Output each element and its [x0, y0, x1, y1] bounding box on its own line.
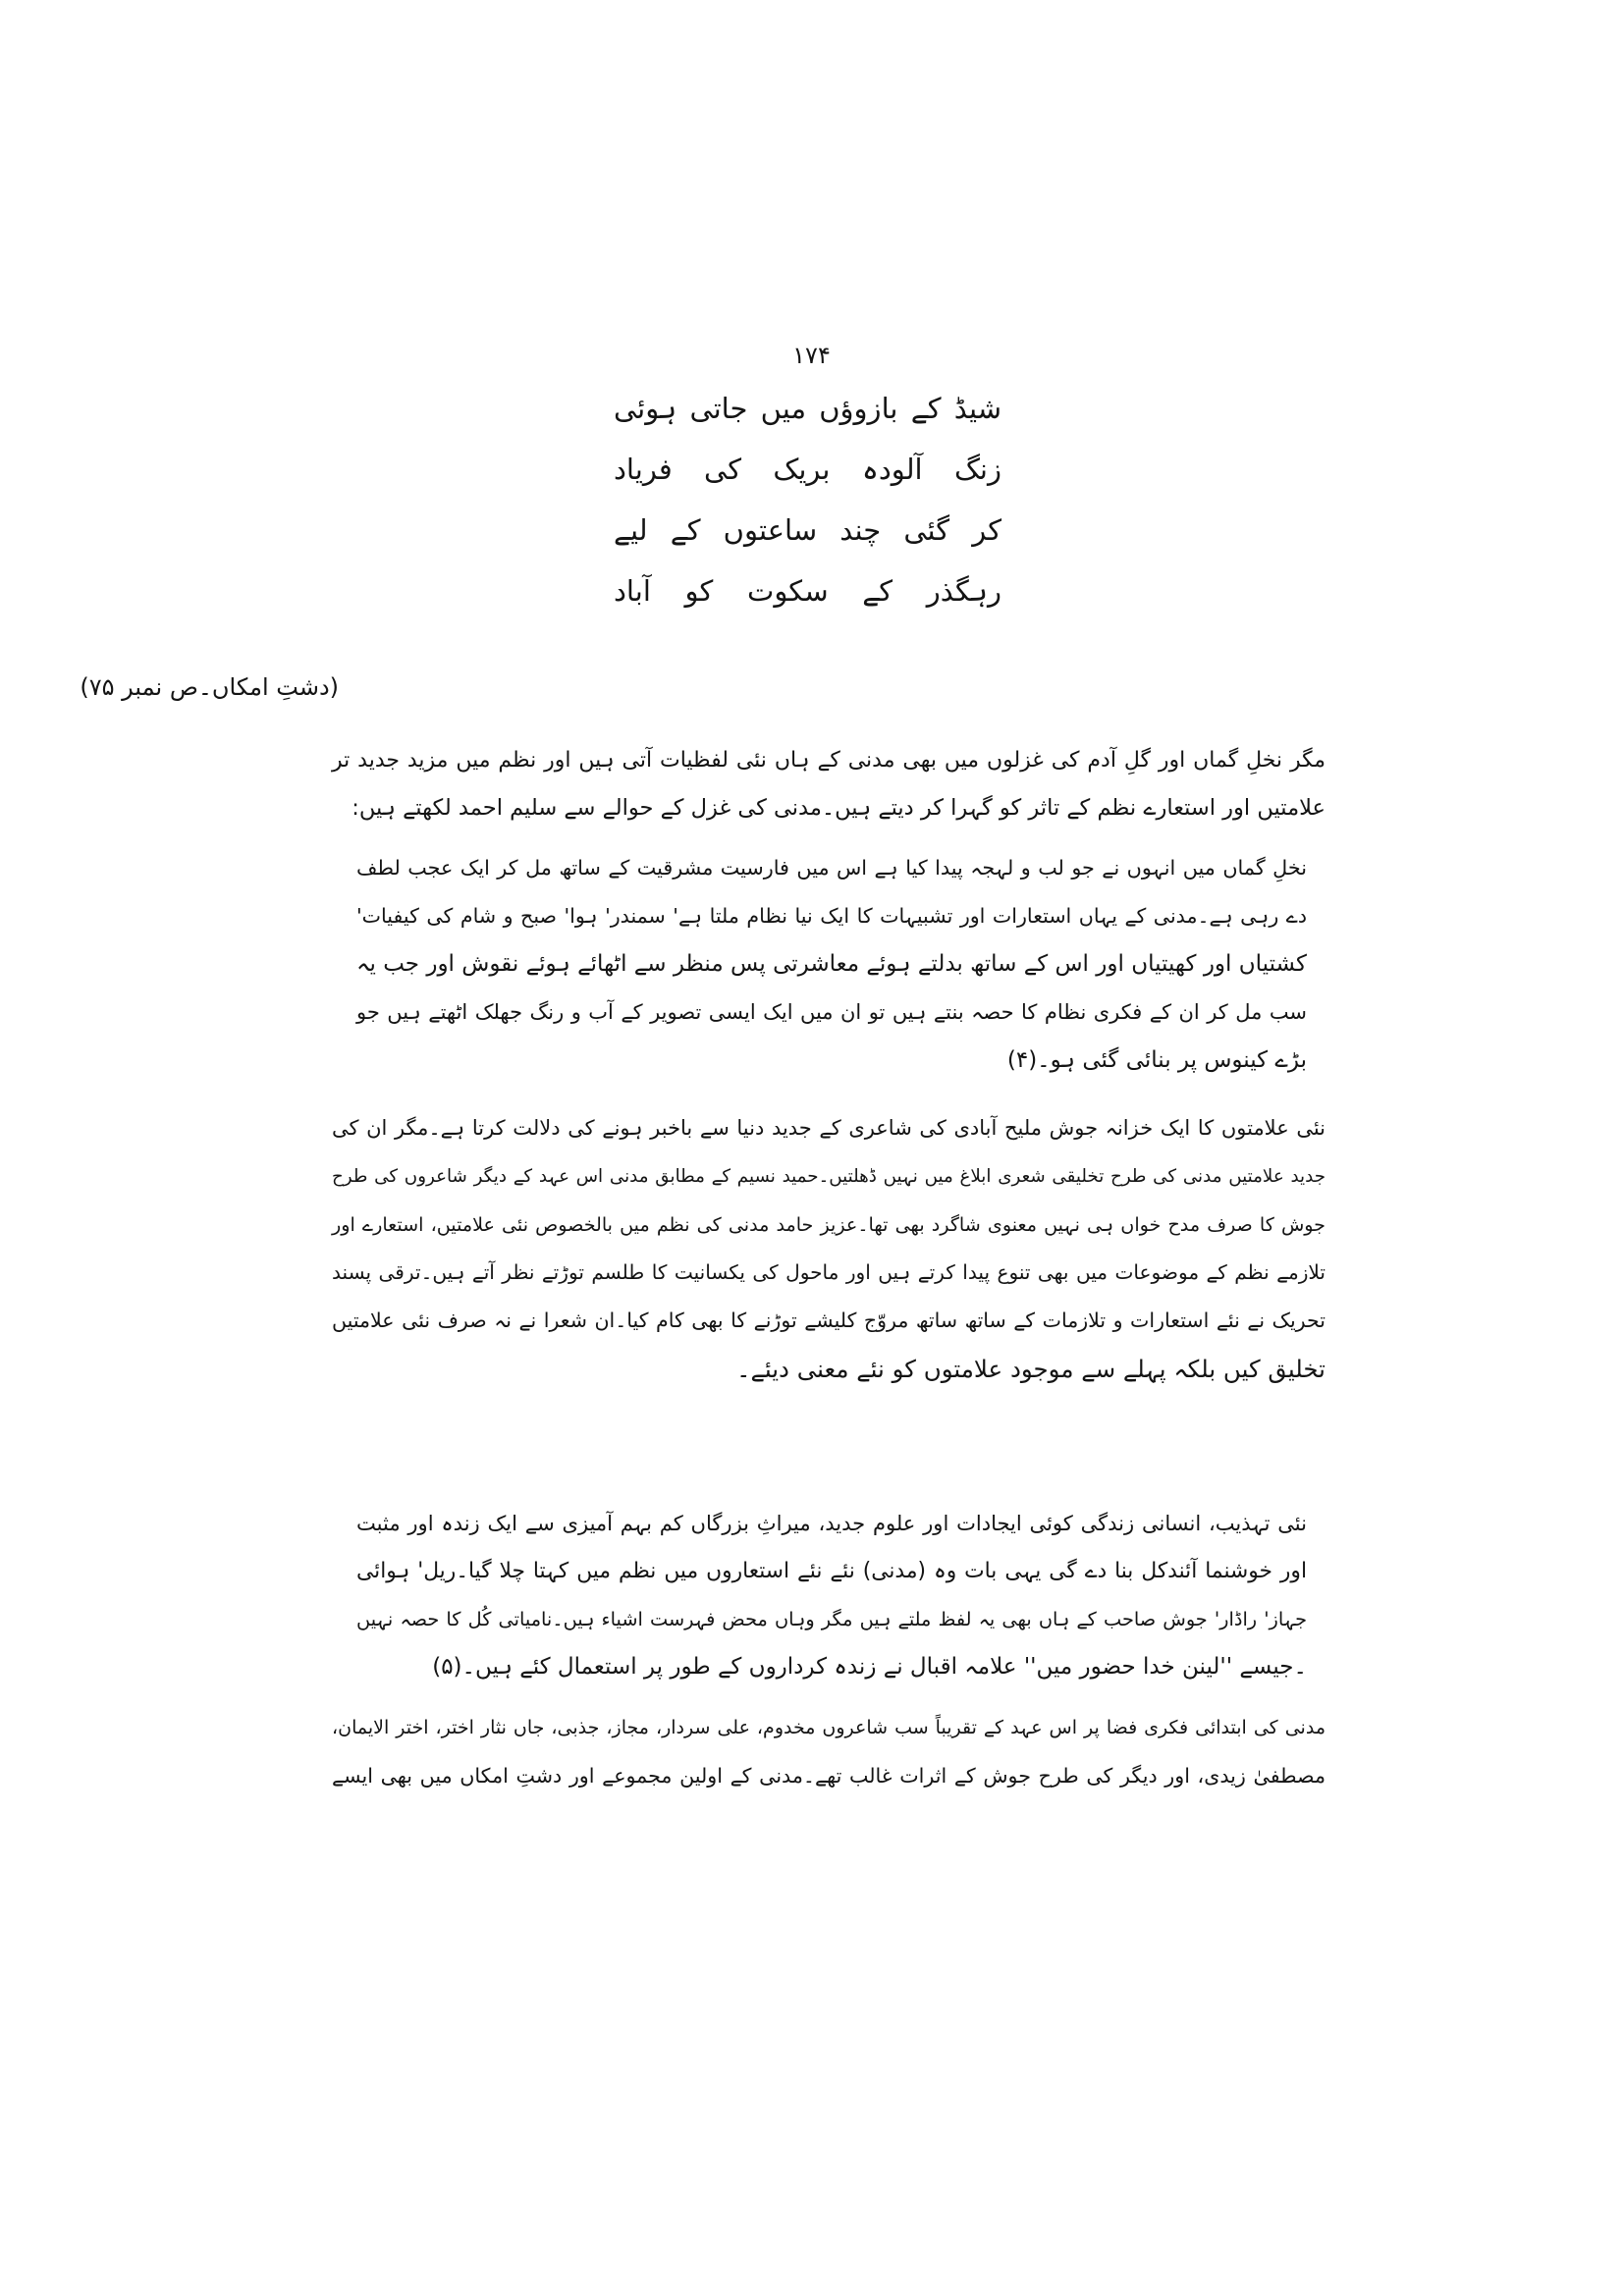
paragraph-line: جدید علامتیں مدنی کی طرح تخلیقی شعری ابلاغ میں نہیں ڈھلتیں۔حمید نسیم کے مطابق مدنی اس عہد کے دیگر شاعروں کی طرح	[332, 1166, 1325, 1187]
paragraph-line: تلازمے نظم کے موضوعات میں بھی تنوع پیدا کرتے ہیں اور ماحول کی یکسانیت کا طلسم توڑتے نظر آتے ہیں۔ترقی پسند	[332, 1260, 1325, 1284]
page-number: ۱۷۴	[792, 342, 831, 369]
quote-line: دے رہی ہے۔مدنی کے یہاں استعارات اور تشبیہات کا ایک نیا نظام ملتا ہے' سمندر' ہوا' صبح و شام کی کیفیات'	[356, 904, 1307, 928]
poem-line: رہگذر کے سکوت کو آباد	[614, 574, 1001, 608]
body-paragraph	[332, 1104, 1325, 1393]
paragraph-line: علامتیں اور استعارے نظم کے تاثر کو گہرا کر دیتے ہیں۔مدنی کی غزل کے حوالے سے سلیم احمد لکھتے ہیں:	[352, 795, 1325, 821]
quote-line: نخلِ گماں میں انہوں نے جو لب و لہجہ پیدا کیا ہے اس میں فارسیت مشرقیت کے ساتھ مل کر ایک عجب لطف	[356, 856, 1307, 880]
quote-line: کشتیاں اور کھیتیاں اور اس کے ساتھ بدلتے ہوئے معاشرتی پس منظر سے اٹھائے ہوئے نقوش اور جب یہ	[356, 951, 1307, 977]
paragraph-line: مگر نخلِ گماں اور گلِ آدم کی غزلوں میں بھی مدنی کے ہاں نئی لفظیات آتی ہیں اور نظم میں مزید جدید تر	[332, 748, 1325, 773]
quote-line: نئی تہذیب، انسانی زندگی کوئی ایجادات اور علوم جدید، میراثِ بزرگاں کم بہم آمیزی سے ایک زندہ اور مثبت	[356, 1511, 1307, 1535]
quote-line: اور خوشنما آئندکل بنا دے گی یہی بات وہ (مدنی) نئے نئے استعاروں میں نظم میں کہتا چلا گیا۔ریل' ہوائی	[356, 1559, 1307, 1583]
paragraph-line: مصطفیٰ زیدی، اور دیگر کی طرح جوش کے اثرات غالب تھے۔مدنی کے اولین مجموعے اور دشتِ امکاں میں بھی ایسے	[332, 1764, 1325, 1788]
paragraph-line: مدنی کی ابتدائی فکری فضا پر اس عہد کے تقریباً سب شاعروں مخدوم، علی سردار، مجاز، جذبی، جاں نثار اختر، اختر الایمان،	[332, 1717, 1325, 1738]
poem-line: کر گئی چند ساعتوں کے لیے	[614, 513, 1001, 547]
poem-citation: (دشتِ امکاں۔ص نمبر ۷۵)	[80, 673, 339, 701]
poem-stanza	[614, 378, 1001, 621]
body-paragraph	[332, 736, 1325, 832]
paragraph-line: جوش کا صرف مدح خواں ہی نہیں معنوی شاگرد بھی تھا۔عزیز حامد مدنی کی نظم میں بالخصوص نئی علامتیں، استعارے اور	[332, 1213, 1325, 1236]
poem-line: زنگ آلودہ بریک کی فریاد	[614, 453, 1001, 486]
poem-line: شیڈ کے بازوؤں میں جاتی ہوئی	[614, 392, 1001, 425]
quote-line: ۔جیسے ''لینن خدا حضور میں'' علامہ اقبال نے زندہ کرداروں کے طور پر استعمال کئے ہیں۔(۵)	[432, 1654, 1307, 1680]
quote-line: جہاز' راڈار' جوش صاحب کے ہاں بھی یہ لفظ ملتے ہیں مگر وہاں محض فہرست اشیاء ہیں۔نامیاتی کُل کا حصہ نہیں	[356, 1608, 1307, 1630]
paragraph-line: نئی علامتوں کا ایک خزانہ جوش ملیح آبادی کی شاعری کے جدید دنیا سے باخبر ہونے کی دلالت کرتا ہے۔مگر ان کی	[332, 1116, 1325, 1140]
body-paragraph	[332, 1704, 1325, 1800]
quote-line: سب مل کر ان کے فکری نظام کا حصہ بنتے ہیں تو ان میں ایک ایسی تصویر کے آب و رنگ جھلک اٹھتے ہیں جو	[356, 1000, 1307, 1024]
paragraph-line: تخلیق کیں بلکہ پہلے سے موجود علامتوں کو نئے معنی دیئے۔	[736, 1355, 1325, 1383]
paragraph-line: تحریک نے نئے استعارات و تلازمات کے ساتھ ساتھ مروّج کلیشے توڑنے کا بھی کام کیا۔ان شعرا نے نہ صرف نئی علامتیں	[332, 1308, 1325, 1332]
block-quote	[356, 844, 1307, 1085]
quote-line: بڑے کینوس پر بنائی گئی ہو۔(۴)	[1006, 1047, 1307, 1073]
block-quote	[356, 1499, 1307, 1691]
